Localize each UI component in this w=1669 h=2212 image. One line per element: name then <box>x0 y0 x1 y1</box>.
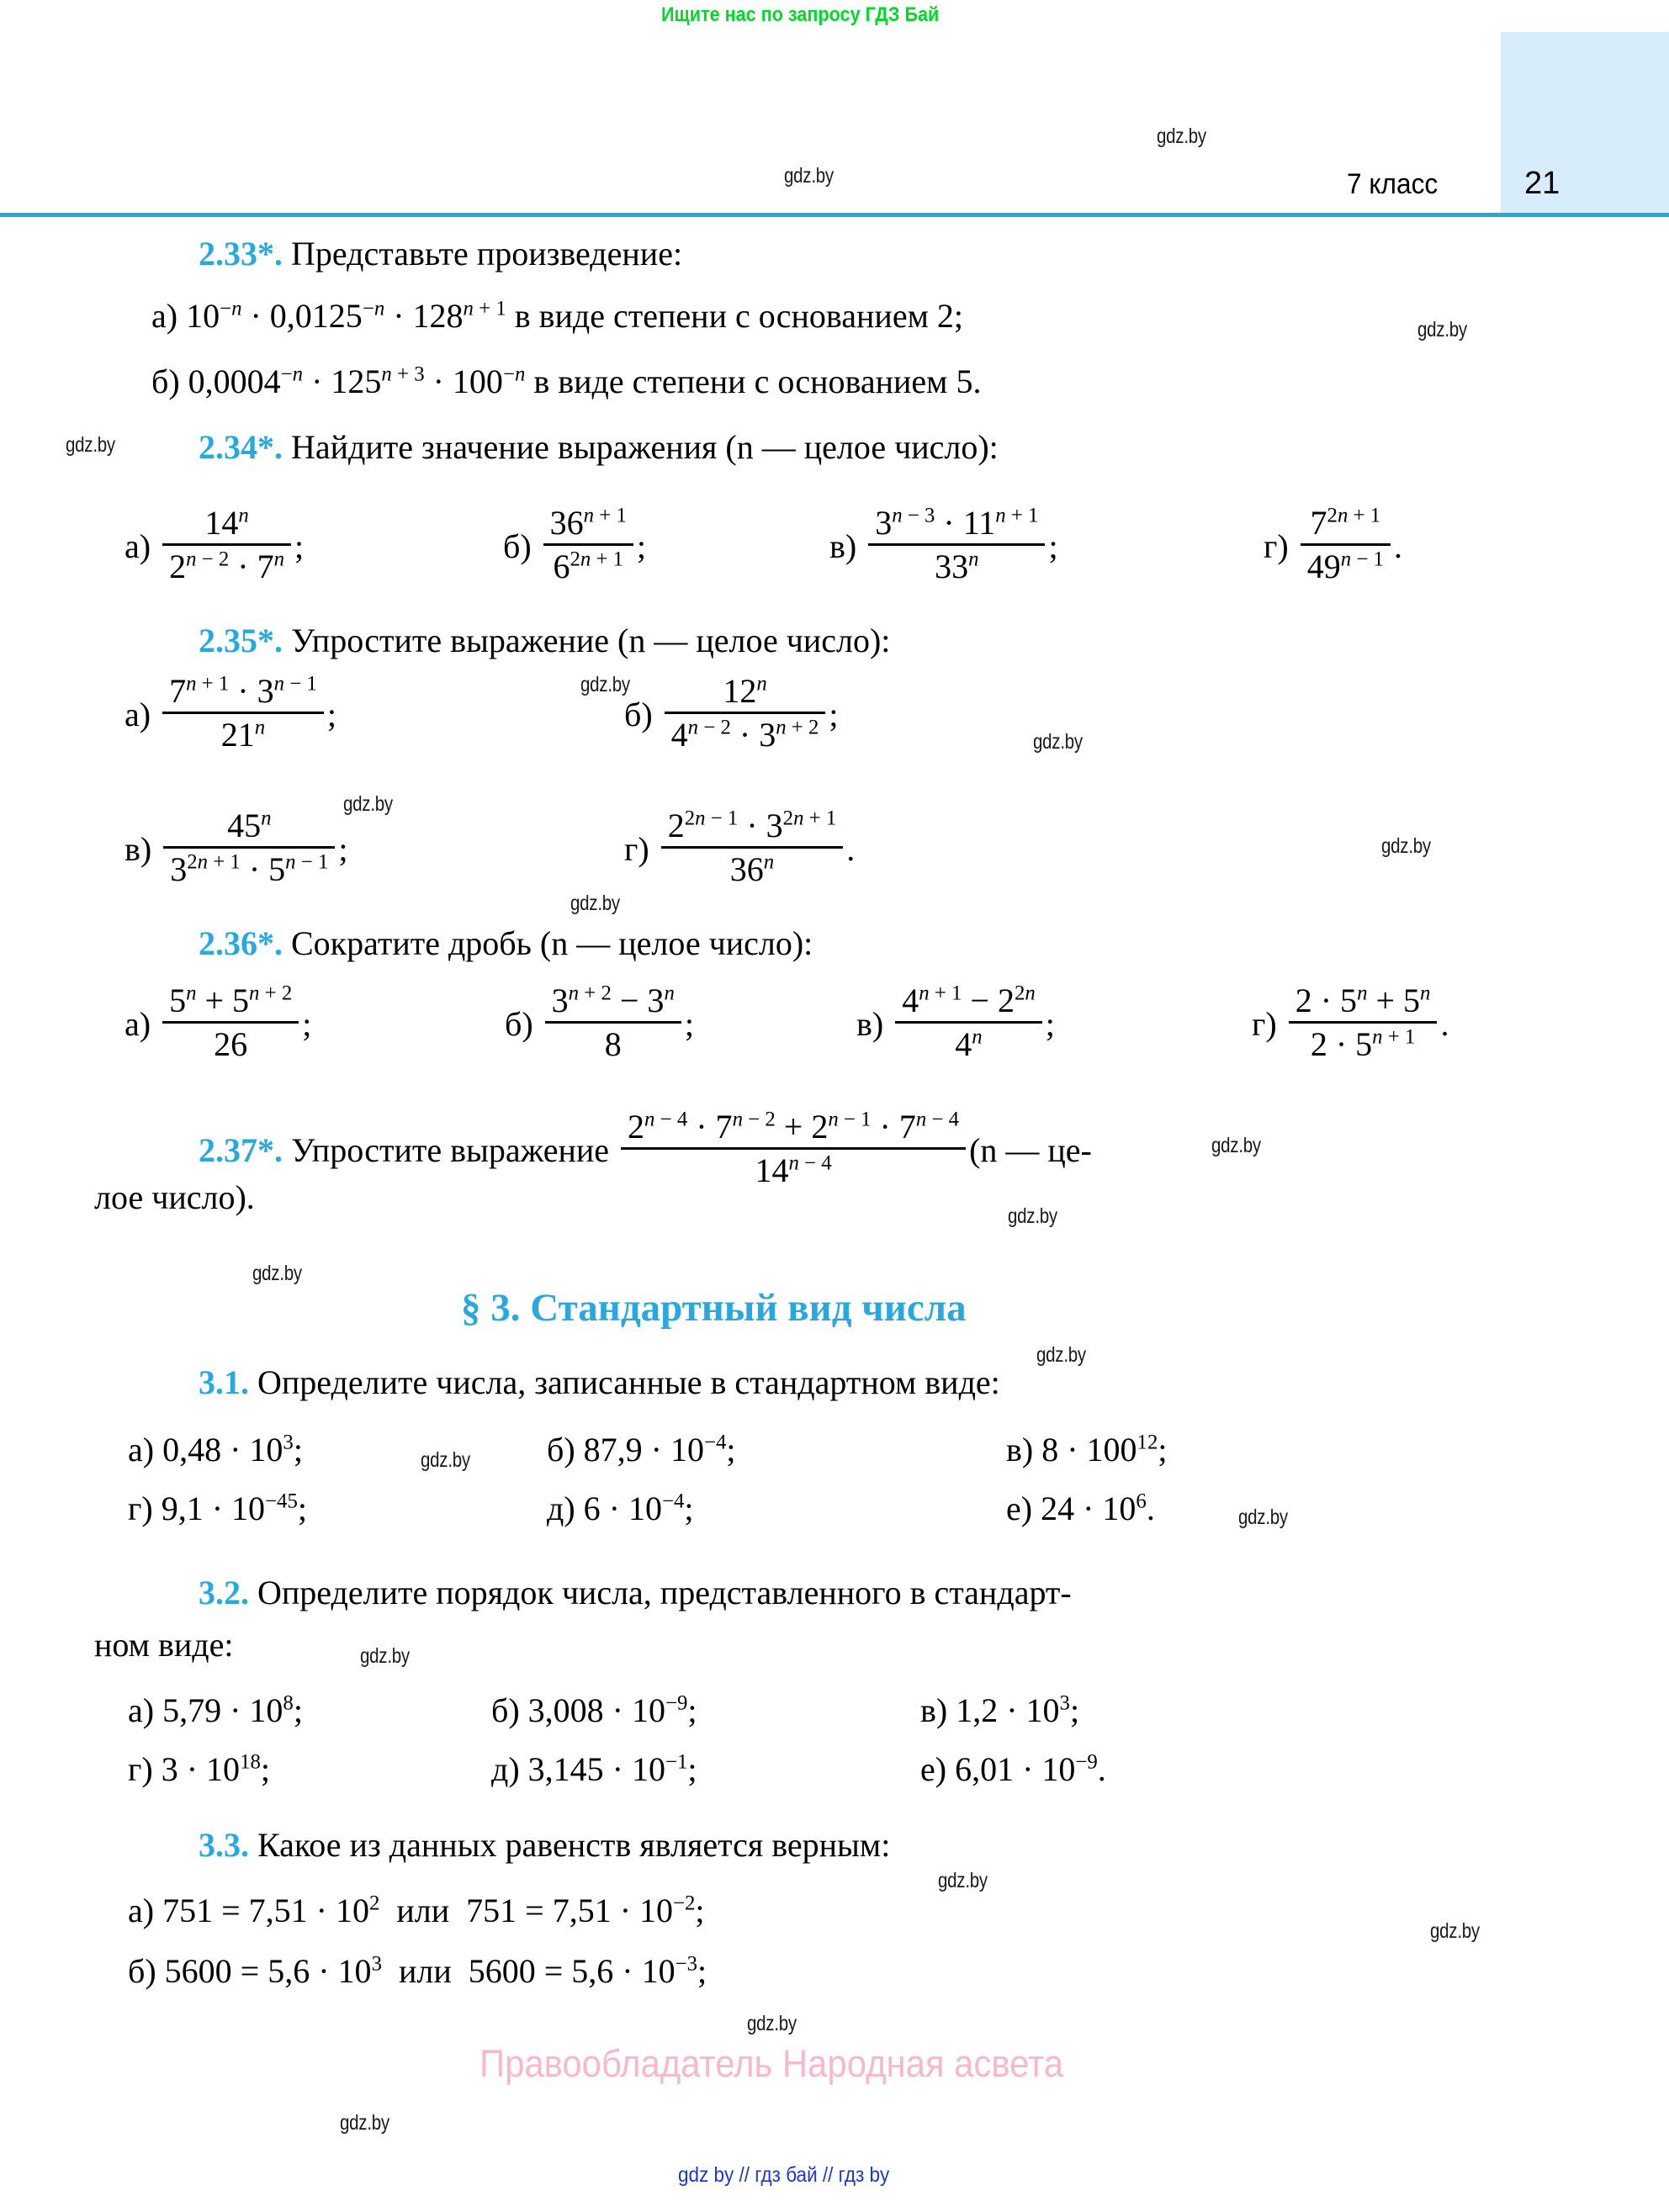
prompt-text: Какое из данных равенств является верным: <box>257 1826 891 1864</box>
item-label: д) <box>491 1750 520 1788</box>
problem-2-36-item-g <box>1252 982 1449 1066</box>
watermark-top-banner: Ищите нас по запросу ГДЗ Бай <box>661 3 940 26</box>
watermark-gdz: gdz.by <box>1008 1204 1057 1228</box>
item-label: д) <box>547 1490 575 1527</box>
problem-3-1-item-a: а) $0,48 \cdot 10^3$; <box>128 1431 303 1468</box>
class-label: 7 класс <box>1347 168 1439 200</box>
problem-2-34-item-a <box>125 505 304 588</box>
problem-2-33-prompt <box>199 234 682 273</box>
watermark-gdz: gdz.by <box>1238 1506 1288 1529</box>
watermark-gdz: gdz.by <box>938 1869 988 1892</box>
watermark-gdz: gdz.by <box>343 792 393 816</box>
problem-2-35-item-v <box>125 807 347 891</box>
item-label: г) <box>128 1750 153 1788</box>
prompt-text: Упростите выражение (n — целое число): <box>291 622 891 659</box>
problem-3-2-item-e: е) $6,01 \cdot 10^{-9}$. <box>920 1750 1106 1788</box>
watermark-gdz: gdz.by <box>1381 834 1431 858</box>
prompt-text: Определите порядок числа, представленного в стандарт- <box>257 1574 1072 1611</box>
watermark-gdz: gdz.by <box>66 433 115 457</box>
problem-number: 2.35*. <box>199 622 283 659</box>
prompt-text: Сократите дробь (n — целое число): <box>291 924 813 962</box>
fraction: $\frac{4^{n + 1} - 2^{2n}}{4^n}$ <box>895 981 1042 1064</box>
watermark-gdz: gdz.by <box>252 1262 302 1285</box>
problem-number: 3.1. <box>199 1363 249 1401</box>
punct: . <box>1393 527 1402 565</box>
problem-3-1-item-d: д) $6 \cdot 10^{-4}$; <box>547 1490 694 1527</box>
fraction: $\frac{2^{2n - 1} \cdot 3^{2n + 1}}{36^n}$ <box>661 806 844 889</box>
fraction: $\frac{14^n}{2^{n - 2} \cdot 7^n}$ <box>162 503 291 586</box>
item-tail: в виде степени с основанием 2; <box>514 297 964 335</box>
problem-3-1-prompt <box>199 1363 1000 1402</box>
punct: ; <box>1048 527 1058 565</box>
punct: ; <box>338 830 348 868</box>
problem-3-2-item-a: а) $5,79 \cdot 10^8$; <box>128 1691 303 1729</box>
item-label: в) <box>920 1691 948 1729</box>
fraction: $\frac{2^{n - 4} \cdot 7^{n - 2} + 2^{n - 1} \cdot 7^{n - 4}}{14^{n - 4}}$ <box>621 1107 966 1190</box>
item-label: в) <box>1006 1431 1034 1468</box>
item-label: е) <box>1006 1490 1033 1527</box>
problem-2-36-prompt <box>199 923 813 963</box>
item-label: в) <box>125 830 152 868</box>
fraction: $\frac{3^{n + 2} - 3^n}{8}$ <box>545 981 681 1064</box>
fraction: $\frac{7^{n + 1} \cdot 3^{n - 1}}{21^n}$ <box>162 671 324 754</box>
watermark-gdz: gdz.by <box>1430 1919 1480 1943</box>
problem-2-36-item-b <box>505 982 694 1066</box>
item-label: а) <box>125 696 151 733</box>
problem-3-3-item-a: а) $751 = 7,51 \cdot 10^2$ или $751 = 7,51 \cdot 10^{-2}$; <box>128 1892 705 1929</box>
problem-3-2-prompt-line2: ном виде: <box>94 1626 234 1664</box>
fraction: $\frac{3^{n - 3} \cdot 11^{n + 1}}{33^n}$ <box>868 503 1045 586</box>
prompt-text: Определите числа, записанные в стандартном виде: <box>257 1363 1000 1401</box>
problem-2-34-prompt <box>199 427 999 467</box>
item-label: в) <box>829 527 857 565</box>
problem-3-2-item-b: б) $3,008 \cdot 10^{-9}$; <box>491 1691 697 1729</box>
item-label: б) <box>624 696 653 733</box>
item-label: б) <box>503 527 532 565</box>
problem-3-2-prompt-line1 <box>199 1573 1072 1612</box>
problem-3-2-item-g: г) $3 \cdot 10^{18}$; <box>128 1750 270 1788</box>
item-label: а) <box>125 527 151 565</box>
prompt-text: Упростите выражение <box>291 1131 610 1169</box>
problem-3-1-item-b: б) $87,9 \cdot 10^{-4}$; <box>547 1431 736 1468</box>
item-label: б) <box>151 362 180 400</box>
item-label: а) <box>151 297 178 335</box>
problem-2-35-item-b <box>624 673 839 756</box>
prompt-text: Представьте произведение: <box>291 235 683 273</box>
problem-2-35-item-a <box>125 673 336 756</box>
problem-3-3-prompt <box>199 1825 890 1865</box>
fraction: $\frac{45^n}{3^{2n + 1} \cdot 5^{n - 1}}$ <box>163 806 335 889</box>
punct: ; <box>829 696 839 733</box>
fraction: $\frac{36^{n + 1}}{6^{2n + 1}}$ <box>543 503 633 586</box>
watermark-gdz: gdz.by <box>360 1644 410 1668</box>
watermark-gdz: gdz.by <box>580 673 630 696</box>
fraction: $\frac{7^{2n + 1}}{49^{n - 1}}$ <box>1301 503 1391 586</box>
problem-2-34-item-b <box>503 505 646 588</box>
fraction: $\frac{12^n}{4^{n - 2} \cdot 3^{n + 2}}$ <box>665 671 826 754</box>
item-label: б) <box>547 1431 575 1468</box>
punct: ; <box>294 527 305 565</box>
item-label: г) <box>1252 1005 1277 1043</box>
punct: . <box>846 830 856 868</box>
item-tail: в виде степени с основанием 5. <box>533 362 982 400</box>
watermark-gdz: gdz.by <box>570 892 620 915</box>
tail-text: (n — це- <box>969 1131 1092 1169</box>
problem-number: 2.36*. <box>199 924 283 962</box>
item-label: а) <box>125 1005 151 1043</box>
punct: ; <box>636 527 646 565</box>
problem-2-36-item-v <box>856 982 1055 1066</box>
problem-number: 2.34*. <box>199 428 283 466</box>
problem-2-35-item-g <box>624 807 855 891</box>
problem-2-34-item-v <box>829 505 1058 588</box>
problem-2-35-prompt <box>199 621 890 660</box>
problem-2-36-item-a <box>125 982 311 1066</box>
watermark-gdz: gdz.by <box>747 2012 797 2035</box>
problem-3-1-item-e: е) $24 \cdot 10^6$. <box>1006 1490 1155 1527</box>
watermark-gdz: gdz.by <box>1157 124 1206 148</box>
watermark-gdz: gdz.by <box>1033 730 1083 754</box>
problem-3-2-item-v: в) $1,2 \cdot 10^3$; <box>920 1691 1080 1729</box>
watermark-gdz: gdz.by <box>340 2111 389 2135</box>
item-label: г) <box>1264 527 1289 565</box>
item-label: а) <box>128 1431 155 1468</box>
item-label: а) <box>128 1691 155 1729</box>
problem-number: 2.37*. <box>199 1131 283 1169</box>
item-label: б) <box>505 1005 533 1043</box>
item-label: в) <box>856 1005 884 1043</box>
watermark-gdz: gdz.by <box>421 1448 470 1472</box>
punct: ; <box>302 1005 312 1043</box>
problem-number: 3.2. <box>199 1574 249 1611</box>
problem-3-2-item-d: д) $3,145 \cdot 10^{-1}$; <box>491 1750 697 1788</box>
problem-2-34-item-g <box>1264 505 1402 588</box>
item-label: е) <box>920 1750 947 1788</box>
problem-3-1-item-v: в) $8 \cdot 100^{12}$; <box>1006 1431 1168 1468</box>
item-label: г) <box>624 830 649 868</box>
problem-2-37 <box>199 1109 1092 1192</box>
item-label: г) <box>128 1490 153 1527</box>
watermark-copyright: Правообладатель Народная асвета <box>480 2042 1063 2085</box>
problem-3-3-item-b: б) $5600 = 5,6 \cdot 10^3$ или $5600 = 5,6 \cdot 10^{-3}$; <box>128 1952 707 1990</box>
watermark-bottom-links: gdz by // гдз бай // гдз by <box>678 2163 890 2187</box>
problem-number: 2.33*. <box>199 235 283 273</box>
problem-2-37-tail: лое число). <box>94 1178 255 1216</box>
fraction: $\frac{2 \cdot 5^n + 5^n}{2 \cdot 5^{n + 1}}$ <box>1289 981 1438 1064</box>
problem-2-33-item-b: б) $0,0004^{-n} \cdot 125^{n + 3} \cdot 100^{-n}$ в виде степени с основанием 5. <box>151 362 982 400</box>
problem-3-1-item-g: г) $9,1 \cdot 10^{-45}$; <box>128 1490 307 1527</box>
page-number: 21 <box>1524 166 1560 201</box>
prompt-text: Найдите значение выражения (n — целое число): <box>291 428 999 466</box>
watermark-gdz: gdz.by <box>1211 1134 1261 1157</box>
punct: . <box>1440 1005 1449 1043</box>
watermark-gdz: gdz.by <box>1417 318 1467 341</box>
item-label: б) <box>491 1691 520 1729</box>
punct: ; <box>684 1005 694 1043</box>
fraction: $\frac{5^n + 5^{n + 2}}{26}$ <box>162 981 299 1064</box>
header-divider <box>0 213 1669 217</box>
item-label: б) <box>128 1952 156 1990</box>
section-heading: § 3. Стандартный вид числа <box>461 1286 967 1330</box>
punct: ; <box>326 696 336 733</box>
problem-number: 3.3. <box>199 1826 249 1864</box>
watermark-gdz: gdz.by <box>784 164 834 188</box>
problem-2-33-item-a: а) $10^{-n} \cdot 0,0125^{-n} \cdot 128^{n + 1}$ в виде степени с основанием 2; <box>151 297 964 335</box>
watermark-gdz: gdz.by <box>1036 1343 1086 1367</box>
punct: ; <box>1045 1005 1055 1043</box>
item-label: а) <box>128 1892 155 1929</box>
